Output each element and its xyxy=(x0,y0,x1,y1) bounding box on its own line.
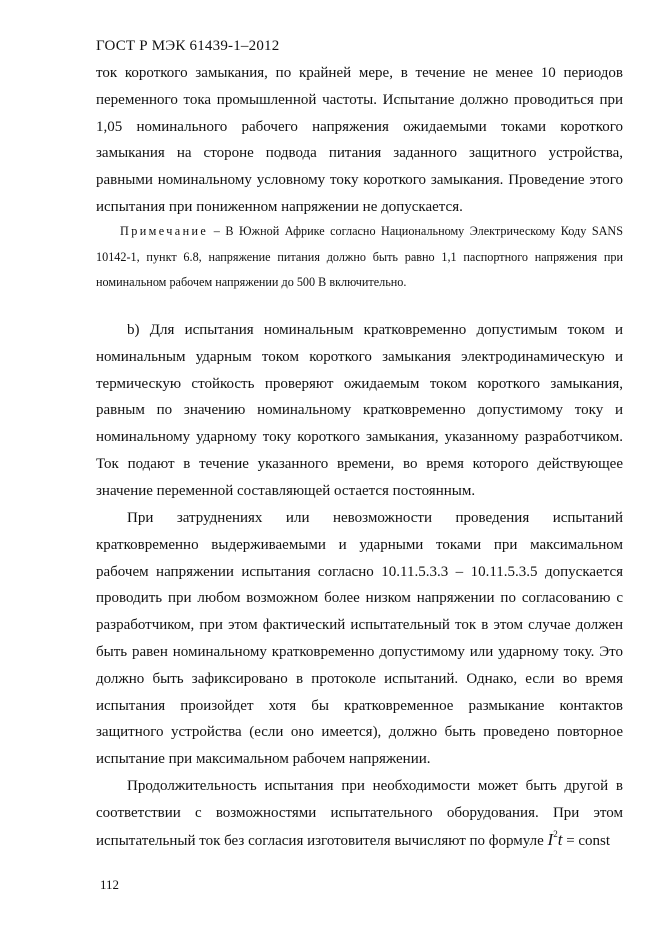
page-number: 112 xyxy=(100,877,120,892)
formula-time: t xyxy=(557,829,563,849)
formula xyxy=(547,828,611,849)
formula-current: I xyxy=(547,829,554,849)
paragraph-duration-text: Продолжительность испытания при необходимости может быть другой в соответствии с возможностями испытательного оборудования. При этом испытательный ток без согласия изготовителя вычисляют по формуле xyxy=(96,778,623,849)
paragraph-b-text: b) Для испытания номинальным кратковременно допустимым током и номинальным ударным током короткого замыкания электродинамическую и термическую стойкость проверяют ожидаемым током короткого замыкания, равным по значению номинальному кратковременно допустимому току и номинальному ударному току короткого замыкания, указанному разработчиком. Ток подают в течение указанного времени, во время которого действующее значение переменной составляющей остается постоянным. xyxy=(96,322,623,499)
paragraph-continuation: ток короткого замыкания, по крайней мере, в течение не менее 10 периодов переменного тока промышленной частоты. Испытание должно проводиться при 1,05 номинального рабочего напряжения ожидаемыми токами короткого замыкания на стороне подвода питания заданного защитного устройства, равными номинальному условному току короткого замыкания. Проведение этого испытания при пониженном напряжении не допускается. xyxy=(96,65,623,215)
paragraph-difficulty xyxy=(96,505,623,773)
paragraph-difficulty-text: При затруднениях или невозможности проведения испытаний кратковременно выдерживаемыми и ударными токами при максимальном рабочем напряжении испытания согласно 10.11.5.3.3 – 10.11.5.3.5 допускается проводить при любом возможном более низком напряжении по согласованию с разработчиком, при этом фактический испытательный ток в этом случае должен быть равен номинальному кратковременно допустимому или ударному току. Это должно быть зафиксировано в протоколе испытаний. Однако, если во время испытания произойдет хотя бы кратковременное размыкание контактов защитного устройства (если оно имеется), должно быть проведено повторное испытание при максимальном рабочем напряжении. xyxy=(96,510,623,768)
page-header-standard-id: ГОСТ Р МЭК 61439-1–2012 xyxy=(96,38,280,54)
paragraph-item-b xyxy=(96,317,623,505)
formula-exponent: 2 xyxy=(553,828,558,839)
paragraph-duration xyxy=(96,773,623,854)
note-block xyxy=(96,219,623,296)
note-label: Примечание xyxy=(120,224,209,238)
note-text: – В Южной Африке согласно Национальному Электрическому Коду SANS 10142-1, пункт 6.8, напряжение питания должно быть равно 1,1 паспортного напряжения при номинальном рабочем напряжении до 500 В включительно. xyxy=(96,224,623,289)
formula-const: = const xyxy=(562,832,611,849)
